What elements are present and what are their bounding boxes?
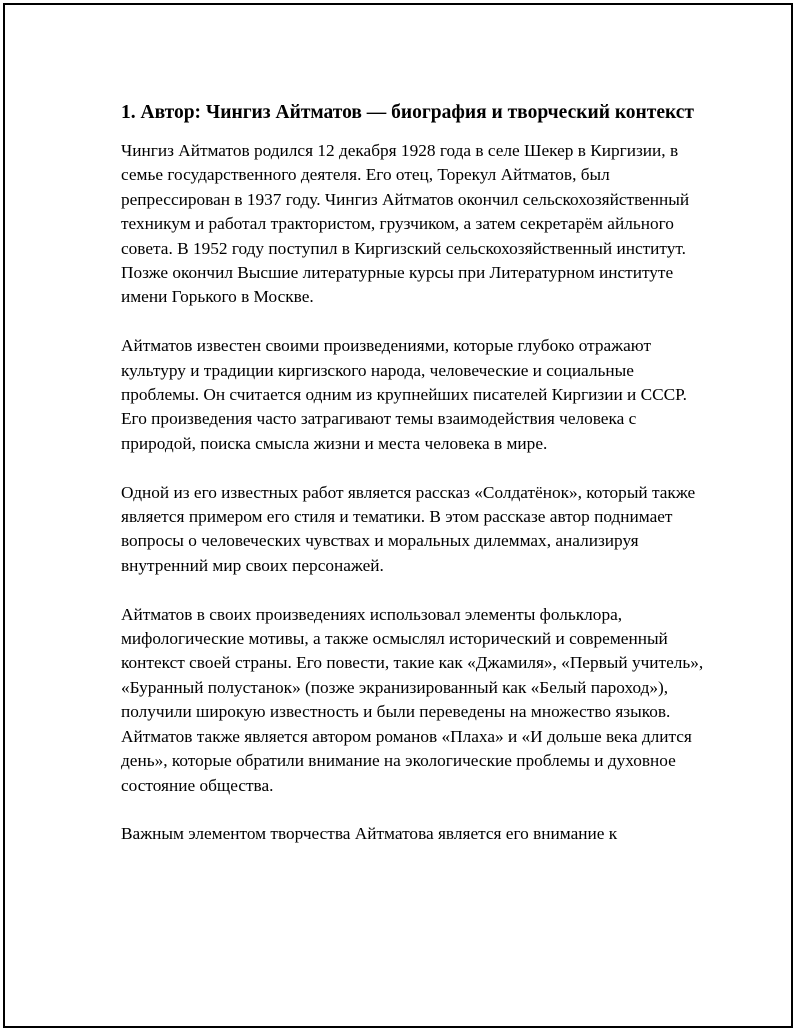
document-page [3, 3, 793, 1028]
section-heading: 1. Автор: Чингиз Айтматов — биография и творческий контекст [121, 102, 694, 123]
paragraph-biography: Чингиз Айтматов родился 12 декабря 1928 года в селе Шекер в Киргизии, в семье государственного деятеля. Его отец, Торекул Айтматов, был репрессирован в 1937 году. Чингиз Айтматов окончил сельскохозяйственный техникум и работал трактористом, грузчиком, а затем секретарём айльного совета. В 1952 году поступил в Киргизский сельскохозяйственный институт. Позже окончил Высшие литературные курсы при Литературном институте имени Горького в Москве. [121, 141, 690, 307]
document-body [121, 99, 706, 871]
paragraph-themes: Айтматов известен своими произведениями, которые глубоко отражают культуру и традиции киргизского народа, человеческие и социальные проблемы. Он считается одним из крупнейших писателей Киргизии и СССР. Его произведения часто затрагивают темы взаимодействия человека с природой, поиска смысла жизни и места человека в мире. [121, 336, 687, 453]
paragraph-soldatyonok: Одной из его известных работ является рассказ «Солдатёнок», который также является примером его стиля и тематики. В этом рассказе автор поднимает вопросы о человеческих чувствах и моральных дилеммах, анализируя внутренний мир своих персонажей. [121, 482, 696, 575]
paragraph-folklore-works: Айтматов в своих произведениях использовал элементы фольклора, мифологические мотивы, а также осмыслял исторический и современный контекст своей страны. Его повести, такие как «Джамиля», «Первый учитель», «Буранный полустанок» (позже экранизированный как «Белый пароход»), получили широкую известность и были переведены на множество языков. Айтматов также является автором романов «Плаха» и «И дольше века длится день», которые обратили внимание на экологические проблемы и духовное состояние общества. [121, 604, 704, 795]
paragraph-important-element: Важным элементом творчества Айтматова является его внимание к [121, 824, 618, 844]
